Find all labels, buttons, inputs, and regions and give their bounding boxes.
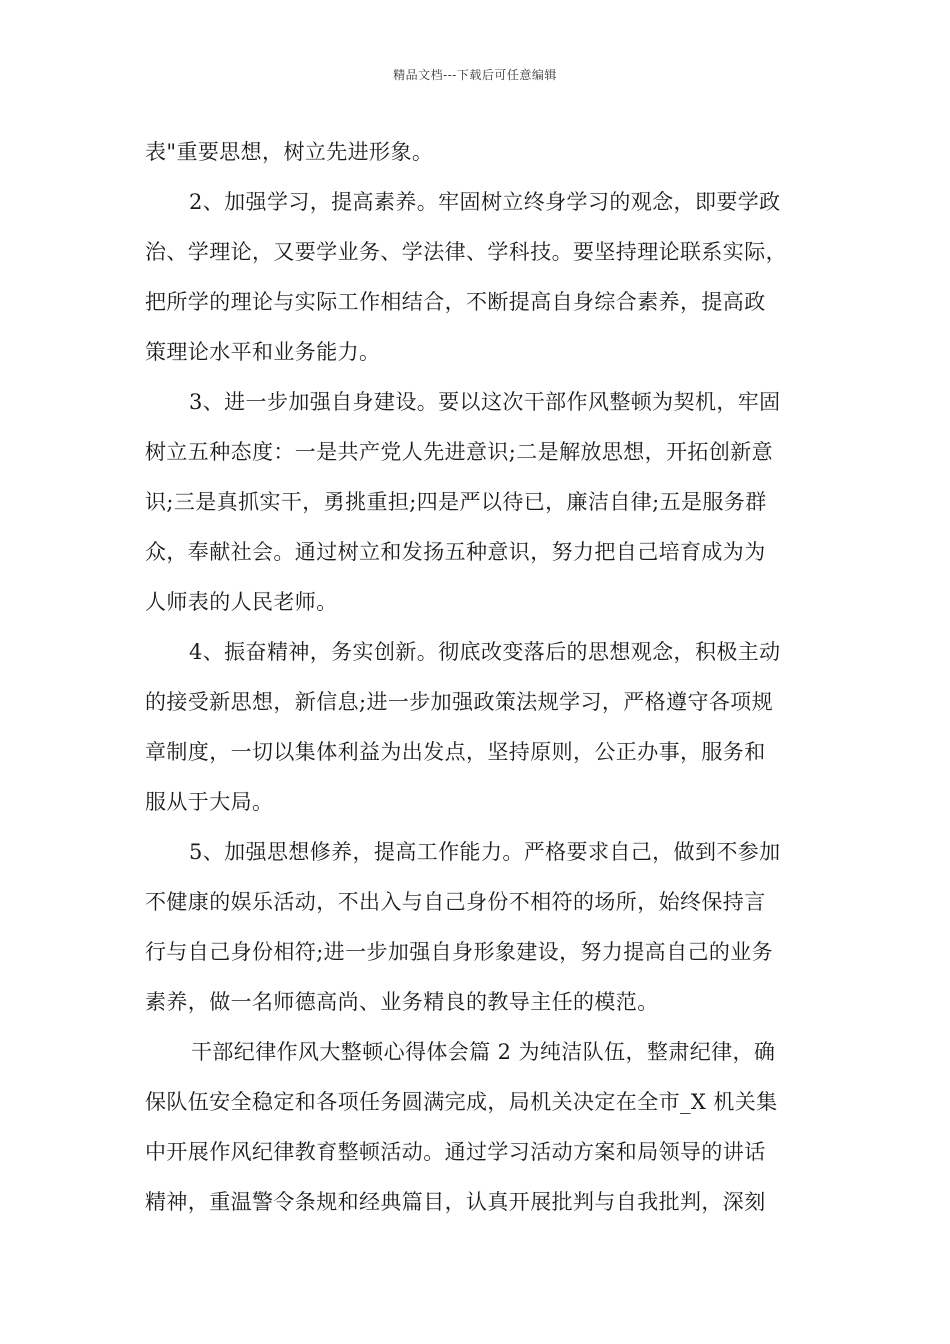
text-line: 把所学的理论与实际工作相结合，不断提高自身综合素养，提高政: [145, 290, 766, 314]
text-line: 众，奉献社会。通过树立和发扬五种意识，努力把自己培育成为为: [145, 540, 766, 564]
text-line: 素养，做一名师德高尚、业务精良的教导主任的模范。: [145, 990, 659, 1014]
text-line: 中开展作风纪律教育整顿活动。通过学习活动方案和局领导的讲话: [145, 1140, 766, 1164]
text-line: 治、学理论，又要学业务、学法律、学科技。要坚持理论联系实际，: [145, 240, 787, 264]
text-line: 保队伍安全稳定和各项任务圆满完成，局机关决定在全市_X 机关集: [145, 1090, 778, 1114]
text-line: 章制度，一切以集体利益为出发点，坚持原则，公正办事，服务和: [145, 740, 766, 764]
document-body: [145, 127, 827, 1227]
paragraph-start-line: 3、进一步加强自身建设。要以这次干部作风整顿为契机，牢固: [189, 390, 781, 414]
text-line: 树立五种态度：一是共产党人先进意识;二是解放思想，开拓创新意: [145, 440, 774, 464]
text-line: 服从于大局。: [145, 790, 274, 814]
text-line: 策理论水平和业务能力。: [145, 340, 381, 364]
paragraph-start-line: 4、振奋精神，务实创新。彻底改变落后的思想观念，积极主动: [189, 640, 781, 664]
text-line: 的接受新思想，新信息;进一步加强政策法规学习，严格遵守各项规: [145, 690, 774, 714]
paragraph-start-line: 2、加强学习，提高素养。牢固树立终身学习的观念，即要学政: [189, 190, 781, 214]
text-line: 精神，重温警令条规和经典篇目，认真开展批判与自我批判，深刻: [145, 1190, 766, 1214]
text-line: 表"重要思想，树立先进形象。: [145, 140, 434, 164]
text-line: 识;三是真抓实干，勇挑重担;四是严以待已，廉洁自律;五是服务群: [145, 490, 767, 514]
text-line: 人师表的人民老师。: [145, 590, 338, 614]
page-header: 精品文档---下载后可任意编辑: [393, 68, 557, 82]
text-line: 行与自己身份相符;进一步加强自身形象建设，努力提高自己的业务: [145, 940, 774, 964]
paragraph-start-line: 干部纪律作风大整顿心得体会篇 2 为纯洁队伍，整肃纪律，确: [191, 1040, 776, 1064]
paragraph-start-line: 5、加强思想修养，提高工作能力。严格要求自己，做到不参加: [189, 840, 781, 864]
text-line: 不健康的娱乐活动，不出入与自己身份不相符的场所，始终保持言: [145, 890, 766, 914]
